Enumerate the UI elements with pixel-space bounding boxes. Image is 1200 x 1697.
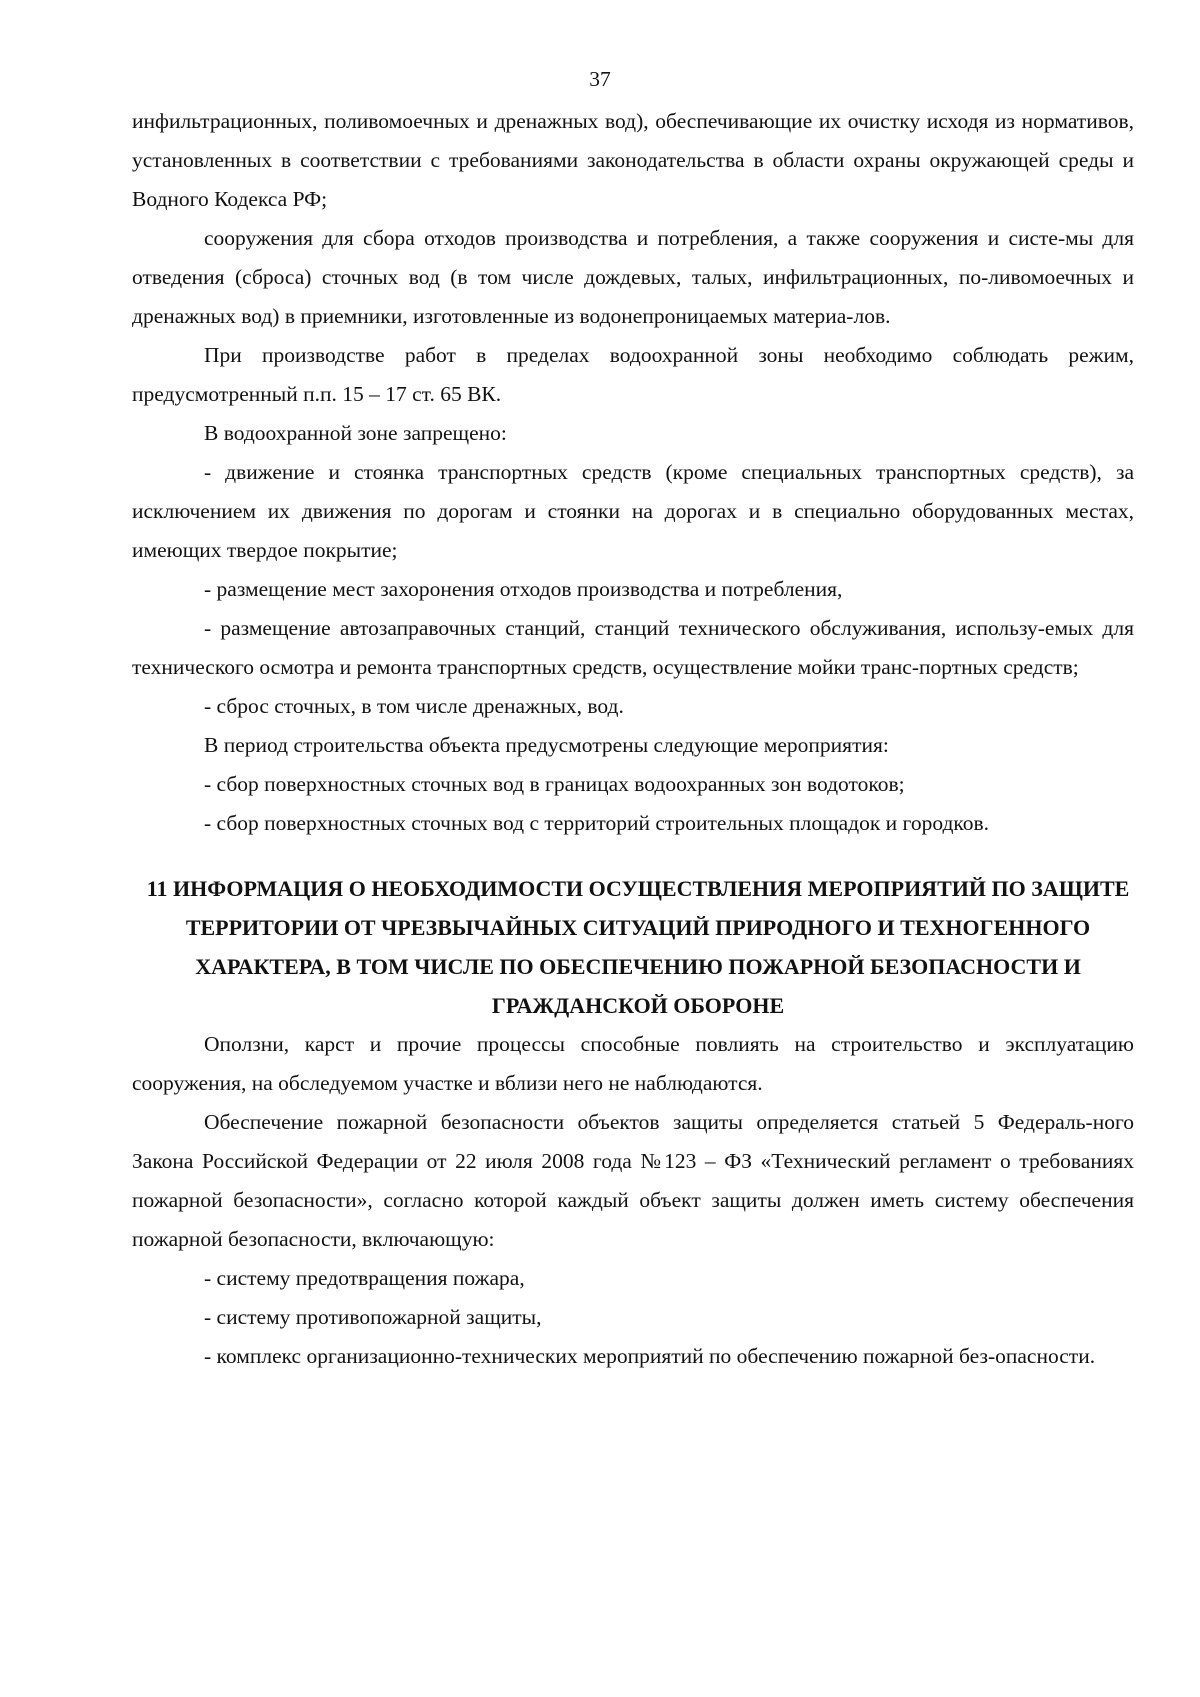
paragraph-fire-safety: Обеспечение пожарной безопасности объектов защиты определяется статьей 5 Федераль-ного Закона Российской Федерации от 22 июля 2008 года №123 – ФЗ «Технический регламент о требованиях пожарной безопасности», согласно которой каждый объект защиты должен иметь систему обеспечения пожарной безопасности, включающую: (132, 1110, 1134, 1251)
paragraph-landslides: Оползни, карст и прочие процессы способные повлиять на строительство и эксплуатацию сооружения, на обследуемом участке и вблизи него не наблюдаются. (132, 1032, 1134, 1095)
paragraph-prohibited-intro: В водоохранной зоне запрещено: (204, 421, 507, 445)
list-item-waste-burial: - размещение мест захоронения отходов производства и потребления, (204, 577, 843, 601)
list-item-wastewater-discharge: - сброс сточных, в том числе дренажных, вод. (204, 694, 624, 718)
page-number: 37 (589, 67, 611, 91)
list-item-gas-stations: - размещение автозаправочных станций, станций технического обслуживания, использу-емых для технического осмотра и ремонта транспортных средств, осуществление мойки транс-портных средств; (132, 616, 1134, 679)
paragraph-waste-facilities: сооружения для сбора отходов производства и потребления, а также сооружения и систе-мы для отведения (сброса) сточных вод (в том числе дождевых, талых, инфильтрационных, по-ливомоечных и дренажных вод) в приемники, изготовленные из водонепроницаемых материа-лов. (132, 226, 1134, 328)
list-item-vehicle-traffic: - движение и стоянка транспортных средств (кроме специальных транспортных средств), за исключением их движения по дорогам и стоянки на дорогах и в специально оборудованных местах, имеющих твердое покрытие; (132, 460, 1134, 562)
paragraph-water-protection-regime: При производстве работ в пределах водоохранной зоны необходимо соблюдать режим, предусмотренный п.п. 15 – 17 ст. 65 ВК. (132, 343, 1134, 406)
list-item-surface-water-zones: - сбор поверхностных сточных вод в границах водоохранных зон водотоков; (204, 772, 905, 796)
list-item-surface-water-sites: - сбор поверхностных сточных вод с территорий строительных площадок и городков. (204, 811, 990, 835)
paragraph-construction-measures: В период строительства объекта предусмотрены следующие мероприятия: (204, 733, 889, 757)
list-item-fire-protection: - систему противопожарной защиты, (204, 1305, 542, 1329)
page-body (132, 102, 1134, 1376)
list-item-organizational-measures: - комплекс организационно-технических мероприятий по обеспечению пожарной без-опасности. (204, 1344, 1096, 1368)
list-item-fire-prevention: - систему предотвращения пожара, (204, 1266, 525, 1290)
section-heading: 11 ИНФОРМАЦИЯ О НЕОБХОДИМОСТИ ОСУЩЕСТВЛЕНИЯ МЕРОПРИЯТИЙ ПО ЗАЩИТЕ ТЕРРИТОРИИ ОТ ЧРЕЗВЫЧАЙНЫХ СИТУАЦИЙ ПРИРОДНОГО И ТЕХНОГЕННОГО ХАРАКТЕРА, В ТОМ ЧИСЛЕ ПО ОБЕСПЕЧЕНИЮ ПОЖАРНОЙ БЕЗОПАСНОСТИ И ГРАЖДАНСКОЙ ОБОРОНЕ (146, 876, 1130, 1018)
paragraph-continuation: инфильтрационных, поливомоечных и дренажных вод), обеспечивающие их очистку исходя из нормативов, установленных в соответствии с требованиями законодательства в области охраны окружающей среды и Водного Кодекса РФ; (132, 109, 1134, 211)
